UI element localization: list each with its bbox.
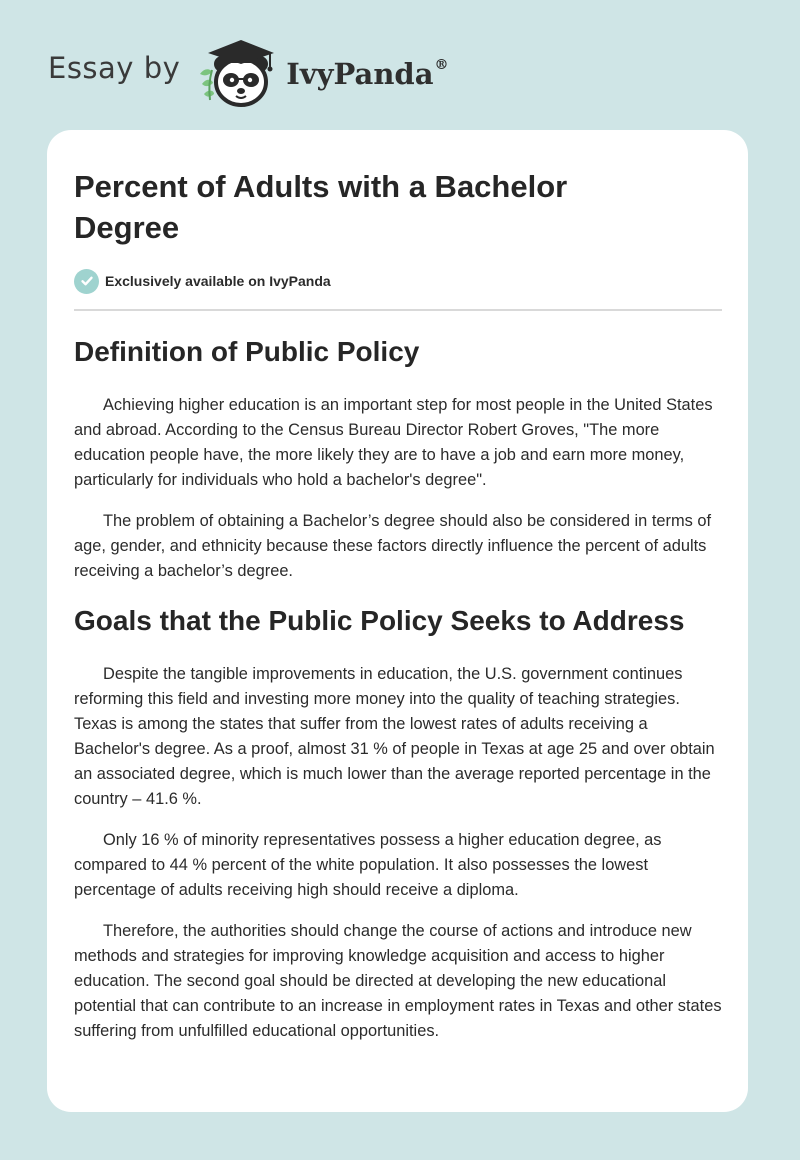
section-heading: Definition of Public Policy [74,336,420,367]
exclusive-badge [74,268,722,294]
brand-name-text: IvyPanda [286,57,434,91]
essay-by-label: Essay by [48,51,181,85]
section-heading: Goals that the Public Policy Seeks to Address [74,605,685,636]
paragraph: Despite the tangible improvements in education, the U.S. government continues reforming this field and investing more money into the quality of teaching strategies. Texas is among the states that suffer from the lowest rates of adults receiving a Bachelor's degree. As a proof, almost 31 % of people in Texas at age 25 and over obtain an associated degree, which is much lower than the average reported percentage in the country – 41.6 %. [74,665,715,808]
checkmark-icon [74,269,99,294]
paragraph: Achieving higher education is an important step for most people in the United States and abroad. According to the Census Bureau Director Robert Groves, "The more education people have, the more likely they are to have a job and earn more money, particularly for individuals who hold a bachelor's degree". [74,396,713,489]
brand-name [286,57,448,91]
article-title: Percent of Adults with a Bachelor Degree [74,169,568,245]
paragraph: The problem of obtaining a Bachelor’s degree should also be considered in terms of age, gender, and ethnicity because these factors directly influence the percent of adults receiving a bachelor’s degree. [74,512,712,580]
exclusive-label: Exclusively available on IvyPanda [105,273,331,289]
paragraph: Therefore, the authorities should change the course of actions and introduce new methods and strategies for improving knowledge acquisition and access to higher education. The second goal should be directed at developing the new educational potential that can contribute to an increase in employment rates in Texas and other states suffering from unfulfilled educational opportunities. [74,922,722,1040]
panda-graduate-icon [194,34,280,110]
paragraph: Only 16 % of minority representatives possess a higher education degree, as compared to 44 % percent of the white population. It also possesses the lowest percentage of adults receiving high should receive a diploma. [74,831,662,899]
registered-mark: ® [434,57,449,74]
divider [74,309,722,311]
article-card [47,130,748,1112]
site-header [48,34,449,110]
